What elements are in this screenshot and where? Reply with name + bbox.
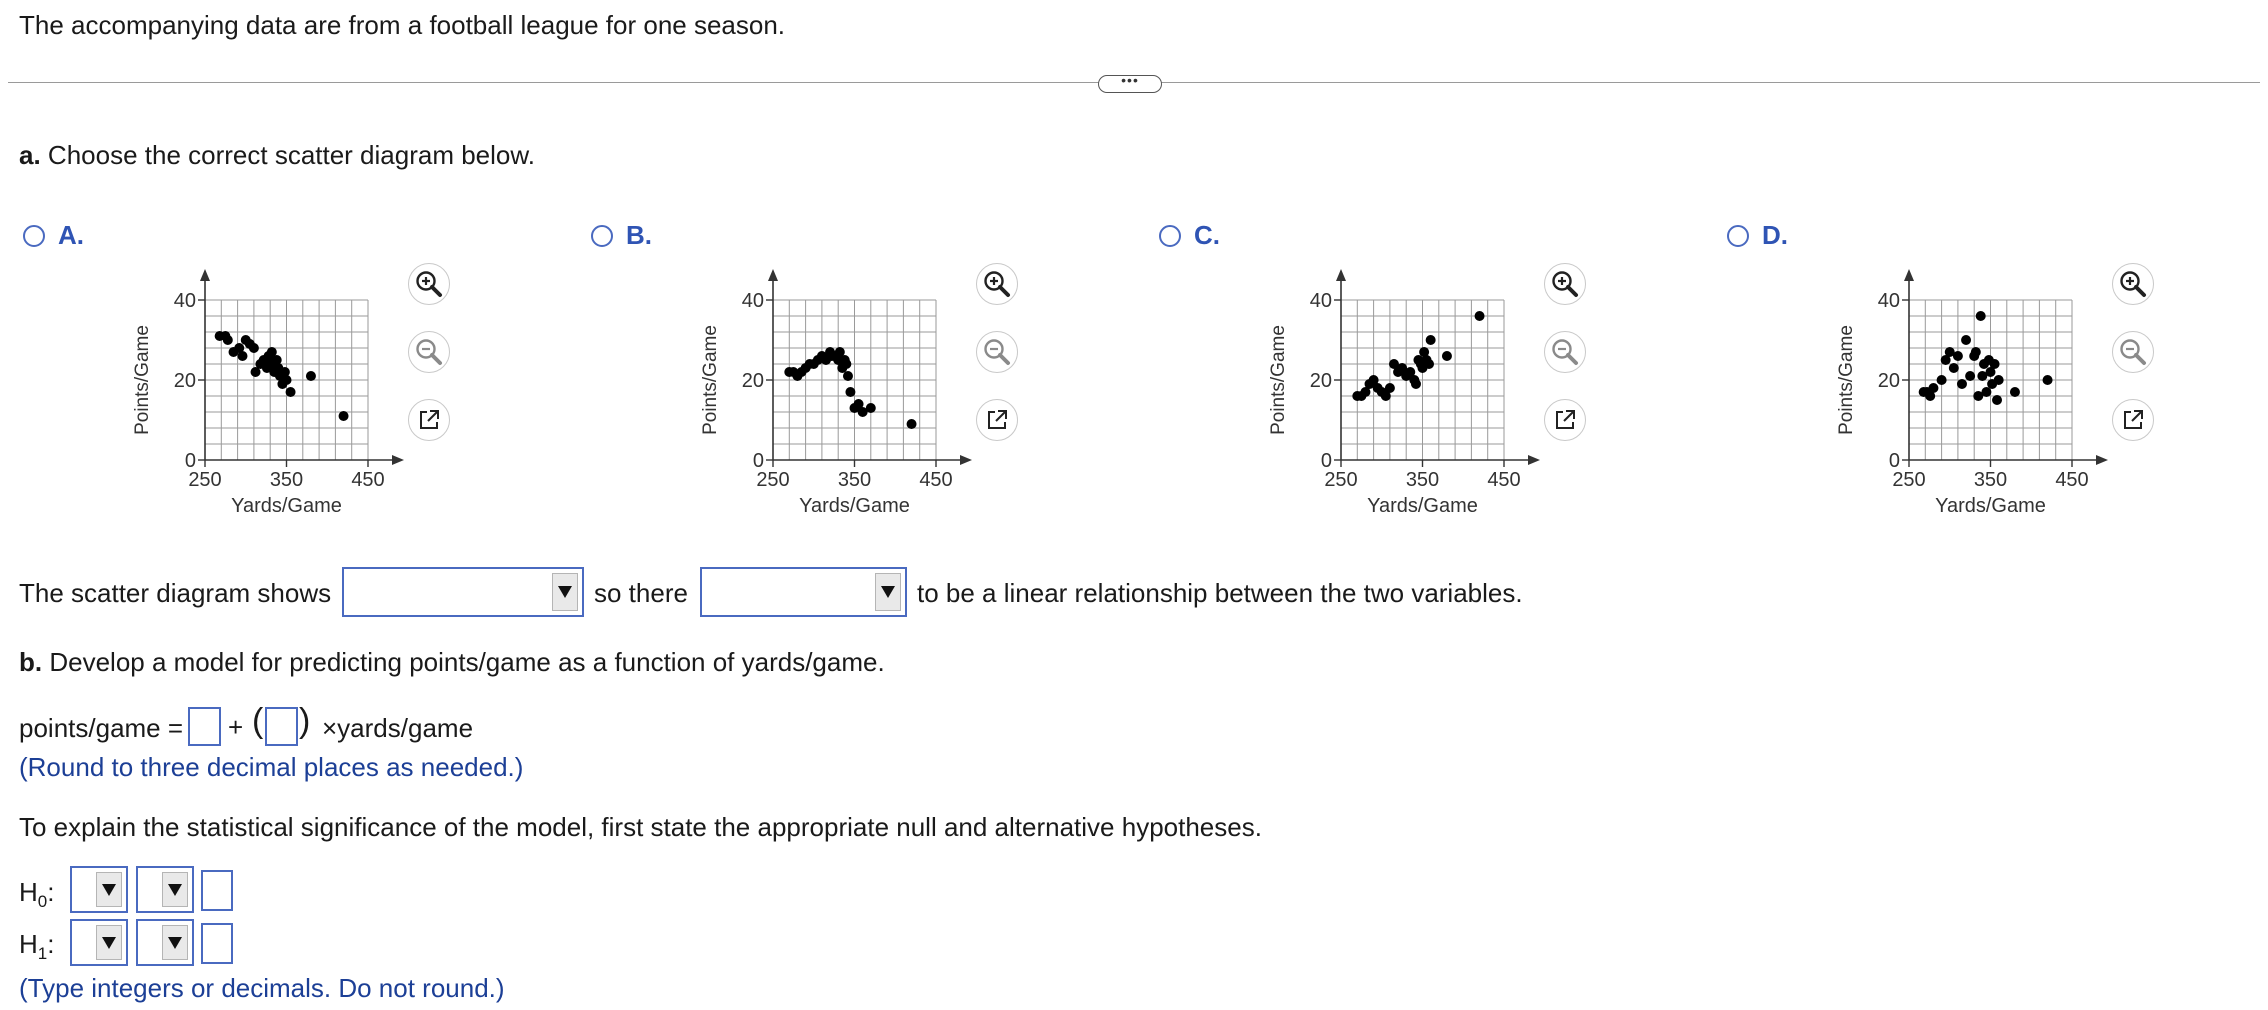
y-axis-arrow — [1904, 269, 1914, 281]
x-tick-label: 450 — [1487, 469, 1521, 491]
part-b-prompt — [19, 647, 885, 678]
part-a-prompt — [19, 140, 535, 171]
data-point — [1961, 335, 1971, 345]
part-b-text: Develop a model for predicting points/game as a function of yards/game. — [49, 647, 885, 677]
x-axis-title: Yards/Game — [1367, 495, 1478, 517]
intercept-input[interactable] — [188, 707, 221, 746]
h1-colon: : — [47, 929, 55, 959]
data-point — [1971, 347, 1981, 357]
zoom-out-icon — [982, 337, 1012, 367]
dropdown-arrow-icon — [96, 925, 122, 960]
h0-label — [19, 877, 54, 912]
zoom-out-button-b[interactable] — [976, 331, 1018, 373]
part-a-text: Choose the correct scatter diagram below. — [47, 140, 535, 170]
y-axis-title: Points/Game — [700, 325, 721, 435]
dropdown-arrow-icon — [162, 925, 188, 960]
data-point — [1976, 311, 1986, 321]
dropdown-arrow-icon — [162, 872, 188, 907]
zoom-in-button-c[interactable] — [1544, 263, 1586, 305]
data-point — [907, 419, 917, 429]
data-point — [1411, 379, 1421, 389]
popout-icon — [984, 407, 1010, 433]
h0-colon: : — [47, 877, 55, 907]
y-axis-title: Points/Game — [1836, 325, 1857, 435]
data-point — [1937, 375, 1947, 385]
x-tick-label: 250 — [1892, 469, 1926, 491]
zoom-in-icon — [414, 269, 444, 299]
data-point — [339, 411, 349, 421]
h1-main: H — [19, 929, 38, 959]
zoom-in-button-d[interactable] — [2112, 263, 2154, 305]
x-tick-label: 350 — [1973, 469, 2008, 491]
x-tick-label: 350 — [1405, 469, 1440, 491]
zoom-in-icon — [1550, 269, 1580, 299]
h0-main: H — [19, 877, 38, 907]
option-a-label[interactable]: A. — [58, 220, 84, 250]
y-tick-label: 20 — [1877, 370, 1900, 392]
y-tick-label: 40 — [173, 290, 196, 312]
y-tick-label: 20 — [173, 370, 196, 392]
data-point — [1475, 311, 1485, 321]
data-point — [1990, 359, 2000, 369]
h1-value-input[interactable] — [201, 923, 233, 964]
data-point — [249, 343, 259, 353]
zoom-in-icon — [2118, 269, 2148, 299]
option-c-label[interactable]: C. — [1194, 220, 1220, 250]
x-tick-label: 450 — [2055, 469, 2089, 491]
y-axis-arrow — [200, 269, 210, 281]
popout-button-a[interactable] — [408, 399, 450, 441]
zoom-out-icon — [2118, 337, 2148, 367]
data-point — [1981, 387, 1991, 397]
data-point — [1994, 375, 2004, 385]
dropdown-arrow-icon — [552, 573, 578, 611]
x-tick-label: 350 — [269, 469, 304, 491]
option-d-label[interactable]: D. — [1762, 220, 1788, 250]
popout-button-d[interactable] — [2112, 399, 2154, 441]
data-point — [2043, 375, 2053, 385]
hypotheses-prompt: To explain the statistical significance of the model, first state the appropriate null and alternative hypotheses. — [19, 812, 1262, 842]
h0-sub: 0 — [37, 892, 48, 912]
data-point — [1424, 359, 1434, 369]
data-point — [1385, 383, 1395, 393]
scatter-chart-a — [130, 255, 420, 520]
x-tick-label: 450 — [351, 469, 385, 491]
x-axis-title: Yards/Game — [231, 495, 342, 517]
close-paren: ) — [299, 702, 311, 740]
x-axis-title: Yards/Game — [1935, 495, 2046, 517]
dropdown-arrow-icon — [875, 573, 901, 611]
zoom-in-icon — [982, 269, 1012, 299]
y-tick-label: 20 — [741, 370, 764, 392]
popout-button-c[interactable] — [1544, 399, 1586, 441]
popout-icon — [416, 407, 442, 433]
x-tick-label: 250 — [756, 469, 790, 491]
scatter-chart-d — [1834, 255, 2124, 520]
x-axis-arrow — [392, 455, 404, 465]
h0-parameter-dropdown[interactable] — [70, 866, 128, 913]
h1-sub: 1 — [37, 944, 48, 964]
x-tick-label: 350 — [837, 469, 872, 491]
data-point — [2010, 387, 2020, 397]
h0-operator-dropdown[interactable] — [136, 866, 194, 913]
popout-icon — [1552, 407, 1578, 433]
data-point — [286, 387, 296, 397]
data-point — [1442, 351, 1452, 361]
relationship-dropdown[interactable] — [342, 567, 584, 617]
part-b-label: b. — [19, 647, 43, 677]
data-point — [1949, 363, 1959, 373]
data-point — [841, 359, 851, 369]
data-point — [1426, 335, 1436, 345]
y-tick-label: 40 — [1877, 290, 1900, 312]
y-tick-label: 0 — [184, 450, 196, 472]
x-tick-label: 250 — [188, 469, 222, 491]
y-axis-arrow — [1336, 269, 1346, 281]
x-tick-label: 450 — [919, 469, 953, 491]
y-tick-label: 20 — [1309, 370, 1332, 392]
slope-input[interactable] — [265, 707, 298, 746]
zoom-in-button-a[interactable] — [408, 263, 450, 305]
sentence-part1: The scatter diagram shows — [19, 578, 332, 608]
popout-icon — [2120, 407, 2146, 433]
y-tick-label: 0 — [1320, 450, 1332, 472]
option-c-radio[interactable] — [1159, 225, 1181, 247]
sentence-part3: to be a linear relationship between the two variables. — [917, 578, 1523, 608]
option-d-radio[interactable] — [1727, 225, 1749, 247]
type-note: (Type integers or decimals. Do not round.) — [19, 973, 505, 1003]
zoom-out-button-c[interactable] — [1544, 331, 1586, 373]
x-axis-title: Yards/Game — [799, 495, 910, 517]
round-note: (Round to three decimal places as needed.) — [19, 752, 524, 782]
y-axis-arrow — [768, 269, 778, 281]
h1-parameter-dropdown[interactable] — [70, 919, 128, 966]
data-point — [1992, 395, 2002, 405]
y-tick-label: 0 — [752, 450, 764, 472]
data-point — [866, 403, 876, 413]
x-tick-label: 250 — [1324, 469, 1358, 491]
y-tick-label: 0 — [1888, 450, 1900, 472]
zoom-in-button-b[interactable] — [976, 263, 1018, 305]
expand-ellipsis-button[interactable]: ••• — [1098, 75, 1162, 93]
data-point — [282, 375, 292, 385]
data-point — [306, 371, 316, 381]
option-b-label[interactable]: B. — [626, 220, 652, 250]
appears-dropdown[interactable] — [700, 567, 907, 617]
data-point — [843, 371, 853, 381]
equation-lhs: points/game = — [19, 713, 184, 743]
option-a-radio[interactable] — [23, 225, 45, 247]
h1-operator-dropdown[interactable] — [136, 919, 194, 966]
option-b-radio[interactable] — [591, 225, 613, 247]
y-axis-title: Points/Game — [132, 325, 153, 435]
popout-button-b[interactable] — [976, 399, 1018, 441]
dropdown-arrow-icon — [96, 872, 122, 907]
x-axis-arrow — [1528, 455, 1540, 465]
data-point — [1953, 351, 1963, 361]
equation-plus: + — [228, 712, 244, 742]
equation-times: ×yards/game — [322, 713, 474, 743]
zoom-out-button-d[interactable] — [2112, 331, 2154, 373]
open-paren: ( — [252, 702, 264, 740]
data-point — [1928, 383, 1938, 393]
x-axis-arrow — [960, 455, 972, 465]
part-a-label: a. — [19, 140, 41, 170]
zoom-out-icon — [1550, 337, 1580, 367]
scatter-chart-b — [698, 255, 988, 520]
scatter-chart-c — [1266, 255, 1556, 520]
data-point — [223, 335, 233, 345]
data-point — [237, 351, 247, 361]
data-point — [1965, 371, 1975, 381]
h0-value-input[interactable] — [201, 870, 233, 911]
y-axis-title: Points/Game — [1268, 325, 1289, 435]
intro-text: The accompanying data are from a football league for one season. — [19, 10, 786, 40]
y-tick-label: 40 — [1309, 290, 1332, 312]
zoom-out-icon — [414, 337, 444, 367]
data-point — [845, 387, 855, 397]
zoom-out-button-a[interactable] — [408, 331, 450, 373]
y-tick-label: 40 — [741, 290, 764, 312]
data-point — [1957, 379, 1967, 389]
h1-label — [19, 929, 54, 964]
x-axis-arrow — [2096, 455, 2108, 465]
sentence-part2: so there — [594, 578, 688, 608]
